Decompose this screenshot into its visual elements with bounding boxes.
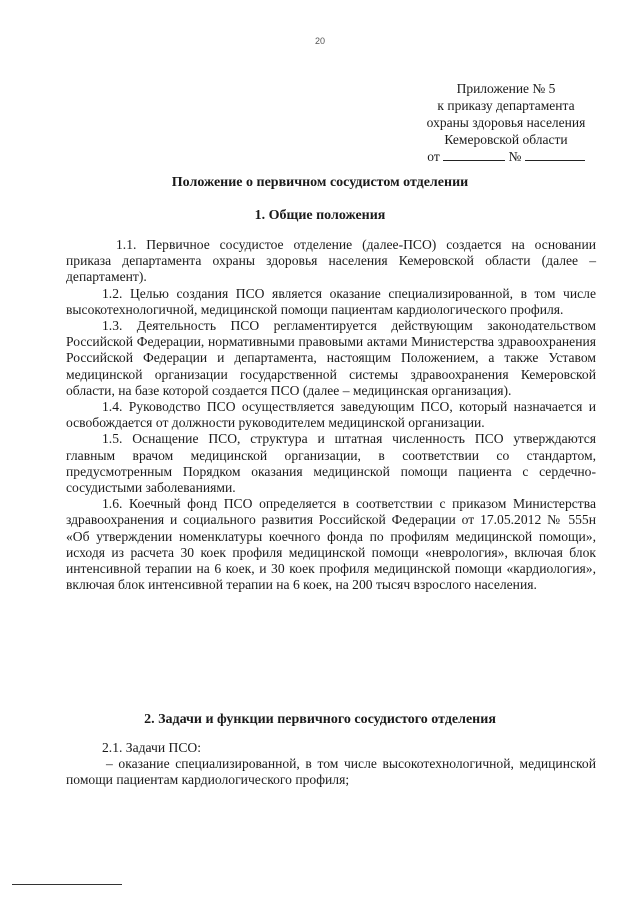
footnote-separator [12,884,122,885]
number-sign: № [508,149,522,164]
appendix-date-line [406,148,606,165]
document-title: Положение о первичном сосудистом отделении [171,175,469,190]
list-item: – оказание специализированной, в том числе высокотехнологичной, медицинской помощи пациентам кардиологического профиля; [66,756,596,788]
section-1-body [66,237,596,593]
appendix-region: Кемеровской области [444,132,568,147]
date-prefix: от [427,149,440,164]
number-blank [525,148,585,161]
paragraph-1-5: 1.5. Оснащение ПСО, структура и штатная численность ПСО утверждаются главным врачом медицинской организации, в соответствии со стандартом, предусмотренным Порядком оказания медицинской помощи пациента с сердечно-сосудистыми заболеваниями. [66,431,596,496]
section-2-body [66,740,596,789]
section-1-heading: 1. Общие положения [254,208,386,223]
paragraph-1-6: 1.6. Коечный фонд ПСО определяется в соответствии с приказом Министерства здравоохранения и социального развития Российской Федерации от 17.05.2012 № 555н «Об утверждении номенклатуры коечного фонда по профилям медицинской помощи», исходя из расчета 30 коек профиля медицинской помощи «неврология», включая блок интенсивной терапии на 6 коек, и 30 коек профиля медицинской помощи «кардиология», включая блок интенсивной терапии на 6 коек, на 200 тысяч взрослого населения. [66,496,596,593]
appendix-title: Приложение № 5 [456,81,556,96]
date-blank [443,148,505,161]
subsection-2-1-heading: 2.1. Задачи ПСО: [102,740,202,755]
paragraph-1-4: 1.4. Руководство ПСО осуществляется заведующим ПСО, который назначается и освобождается от должности руководителем медицинской организации. [66,399,596,431]
page-number: 20 [314,36,325,46]
paragraph-1-2: 1.2. Целью создания ПСО является оказание специализированной, в том числе высокотехнологичной, медицинской помощи пациентам кардиологического профиля. [66,285,596,317]
section-2-heading: 2. Задачи и функции первичного сосудистого отделения [144,712,496,727]
appendix-block [406,80,606,165]
appendix-department: охраны здоровья населения [426,115,586,130]
paragraph-1-1: 1.1. Первичное сосудистое отделение (далее-ПСО) создается на основании приказа департамента охраны здоровья населения Кемеровской области (далее – департамент). [66,237,596,285]
appendix-order-ref: к приказу департамента [437,98,575,113]
paragraph-1-3: 1.3. Деятельность ПСО регламентируется действующим законодательством Российской Федерации, нормативными правовыми актами Министерства здравоохранения Российской Федерации и департамента, настоящим Положением, а также Уставом медицинской организации государственной системы здравоохранения Кемеровской области, на базе которой создается ПСО (далее – медицинская организация). [66,318,596,398]
